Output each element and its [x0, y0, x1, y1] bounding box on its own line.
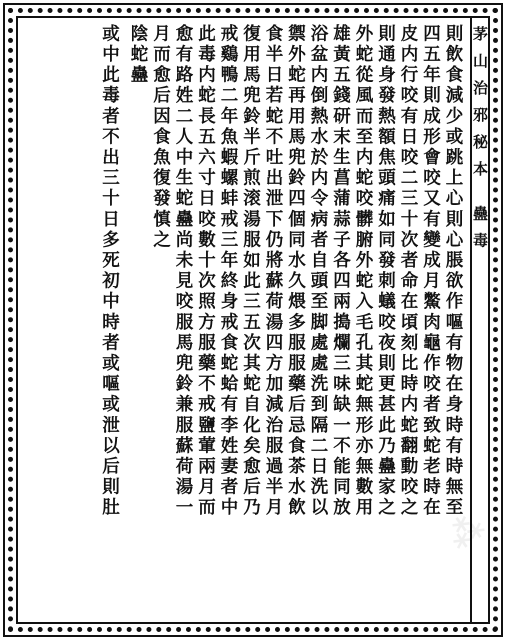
- text-column-9: 食半日若蛇不吐出泄下仍將蘇荷湯四方加減治服過半月: [263, 24, 283, 519]
- text-column-5: 外蛇從風而至内蛇咬髒腑外蛇入毛孔其蛇無形亦無數用: [353, 24, 373, 519]
- text-column-6: 雄黃五錢研末生菖蒲蒜子各四兩搗爛三味缺一不能同放: [330, 24, 351, 519]
- text-column-14: 月而愈后因食魚復發慎之: [150, 24, 171, 251]
- text-column-2: 四五年則成形會咬又有變成月鱉肉龜作咬者致蛇老時在: [420, 24, 441, 519]
- document-title: 茅山治邪秘本 蠱毒: [471, 26, 489, 260]
- text-column-1: 則飲食減少或跳上心則心脹欲作嘔有物在身時有時無至: [443, 24, 463, 519]
- text-column-8: 禦外蛇再用馬兜鈴四個同水久煨多服服藥后忌食茶水飲: [285, 24, 306, 519]
- watermark: ⁂: [440, 505, 493, 559]
- text-column-12: 此毒内蛇長五六寸日咬數十次照方服藥不戒鹽葷兩月而: [195, 24, 216, 519]
- text-column-3: 皮内行咬有日咬二三十次者命在頃刻比時内蛇翻動咬之: [398, 24, 418, 519]
- text-column-11: 戒鷄鴨二年魚蝦螺蚌戒三年終身戒食蛇蛤有李姓妻者中: [218, 24, 238, 519]
- text-column-13: 愈有路姓二人中生蛇蠱尚未見咬服馬兜鈴兼服蘇荷湯一: [173, 24, 193, 519]
- text-column-16: 或中此毒者不出三十日多死初中時者或嘔或泄以后則肚: [99, 24, 120, 519]
- text-columns: [44, 24, 464, 616]
- text-column-10: 復用馬兜鈴半斤煎滚湯服如此三五次其蛇自化矣愈后乃: [240, 24, 261, 519]
- section-heading: 陰蛇蠱: [128, 24, 148, 86]
- text-column-4: 則通身發熱額焦頭痛如同發刺蟻咬夜則更甚此乃蠱家之: [375, 24, 396, 519]
- text-column-7: 浴盆内倒熱水於内令病者自頭至脚處處洗到隔二日洗以: [308, 24, 328, 519]
